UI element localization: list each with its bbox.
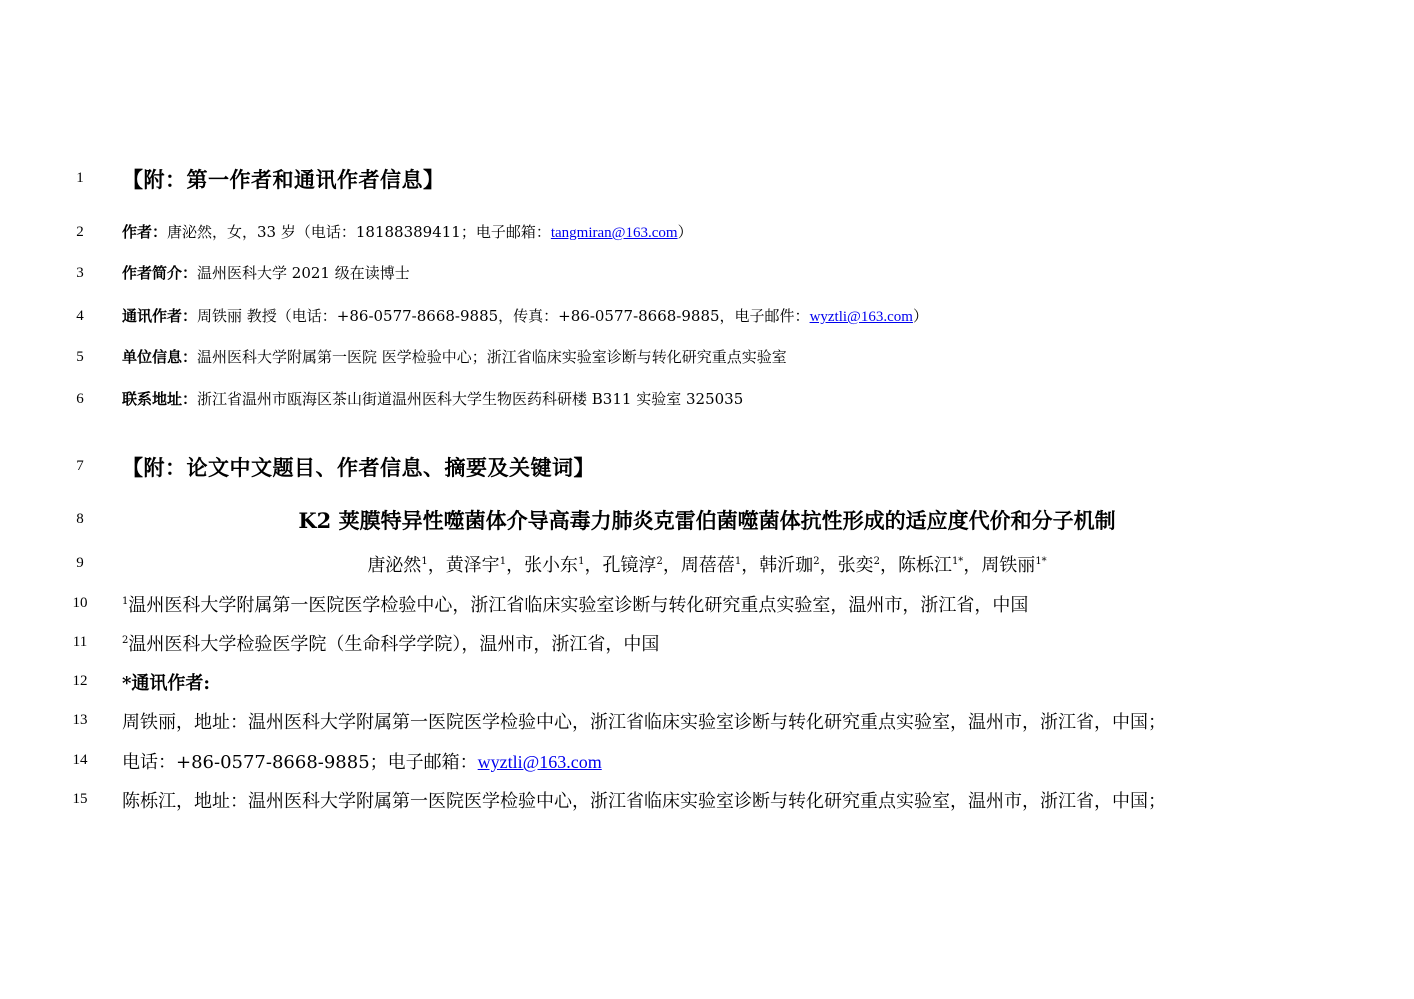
line-number: 13 <box>72 712 88 728</box>
corresponding-author-heading: *通讯作者: <box>122 673 211 694</box>
line-number: 6 <box>76 391 84 407</box>
author-name: 孔镜淳 <box>602 555 657 576</box>
addr-text: 浙江省温州市瓯海区茶山街道温州医科大学生物医药科研楼 B311 实验室 325035 <box>197 390 744 408</box>
author-separator: ， <box>819 555 838 576</box>
line-number: 11 <box>72 634 88 650</box>
corresponding-author-1-contact <box>122 748 602 774</box>
unit-info <box>122 346 787 367</box>
affiliation-text: 温州医科大学检验医学院（生命科学学院），温州市，浙江省，中国 <box>128 634 660 655</box>
line-number: 4 <box>76 308 84 324</box>
author-separator: ， <box>963 555 982 576</box>
author-separator: ， <box>741 555 760 576</box>
author-affiliation-mark: 2 <box>813 556 820 567</box>
corr-text: 周铁丽 教授（电话：+86-0577-8668-9885，传真：+86-0577-8668-9885，电子邮件： <box>197 307 810 325</box>
author-affiliation-mark: 1* <box>1035 556 1047 567</box>
author-label: 作者： <box>122 223 168 241</box>
author-affiliation-mark: 2 <box>656 556 663 567</box>
profile-text: 温州医科大学 2021 级在读博士 <box>197 264 410 282</box>
author-profile <box>122 262 410 283</box>
line-number: 2 <box>76 224 84 240</box>
line-number: 1 <box>76 170 84 186</box>
unit-label: 单位信息： <box>122 348 198 366</box>
line-number: 7 <box>76 458 84 474</box>
author-name: 张奕 <box>837 555 874 576</box>
corr-label: 通讯作者： <box>122 307 198 325</box>
author-name: 张小东 <box>524 555 579 576</box>
line-number: 10 <box>72 595 88 611</box>
author-name: 周蓓蓓 <box>680 555 735 576</box>
addr-label: 联系地址： <box>122 390 198 408</box>
affiliation-mark: 1 <box>122 596 129 607</box>
affiliation-1 <box>122 591 1028 617</box>
line-number: 15 <box>72 791 88 807</box>
author-affiliation-mark: 1 <box>421 556 428 567</box>
author-separator: ， <box>879 555 898 576</box>
contact-text: 电话：+86-0577-8668-9885；电子邮箱： <box>122 752 478 773</box>
affiliation-mark: 2 <box>122 635 129 646</box>
section-heading-paper: 【附：论文中文题目、作者信息、摘要及关键词】 <box>122 455 595 480</box>
corr-email-link[interactable]: wyztli@163.com <box>809 309 913 325</box>
contact-email-link[interactable]: wyztli@163.com <box>477 752 602 772</box>
line-number: 8 <box>76 511 84 527</box>
line-number: 12 <box>72 673 88 689</box>
author-affiliation-mark: 1 <box>734 556 742 567</box>
corresponding-author-info <box>122 305 928 326</box>
corr-end: ） <box>912 307 928 325</box>
author-name: 韩沂珈 <box>759 555 814 576</box>
author-info <box>122 221 693 242</box>
line-number: 3 <box>76 265 84 281</box>
corresponding-author-1-address: 周铁丽，地址：温州医科大学附属第一医院医学检验中心，浙江省临床实验室诊断与转化研究重点实验室，温州市，浙江省，中国； <box>122 712 1166 733</box>
author-affiliation-mark: 1 <box>499 556 507 567</box>
corresponding-author-2-address: 陈栎江，地址：温州医科大学附属第一医院医学检验中心，浙江省临床实验室诊断与转化研究重点实验室，温州市，浙江省，中国； <box>122 791 1166 812</box>
author-name: 黄泽宇 <box>445 555 500 576</box>
author-separator: ， <box>584 555 603 576</box>
author-affiliation-mark: 1* <box>951 556 964 567</box>
author-separator: ， <box>662 555 681 576</box>
affiliation-text: 温州医科大学附属第一医院医学检验中心，浙江省临床实验室诊断与转化研究重点实验室，温州市，浙江省，中国 <box>128 595 1029 616</box>
unit-text: 温州医科大学附属第一医院 医学检验中心；浙江省临床实验室诊断与转化研究重点实验室 <box>197 348 787 366</box>
author-name: 陈栎江 <box>897 555 952 576</box>
line-number: 14 <box>72 752 88 768</box>
line-number: 5 <box>76 349 84 365</box>
author-name: 周铁丽 <box>981 555 1036 576</box>
author-email-link[interactable]: tangmiran@163.com <box>550 225 678 241</box>
affiliation-2 <box>122 630 659 656</box>
author-affiliation-mark: 2 <box>873 556 880 567</box>
section-heading-first-author: 【附：第一作者和通讯作者信息】 <box>122 167 445 192</box>
profile-label: 作者简介： <box>122 264 198 282</box>
author-end: ） <box>677 223 693 241</box>
author-name: 唐泌然 <box>367 555 422 576</box>
author-text: 唐泌然，女，33 岁（电话：18188389411；电子邮箱： <box>167 223 551 241</box>
author-list <box>0 551 1414 577</box>
author-separator: ， <box>506 555 525 576</box>
author-affiliation-mark: 1 <box>578 556 585 567</box>
line-number: 9 <box>76 555 84 571</box>
paper-title: K2 荚膜特异性噬菌体介导高毒力肺炎克雷伯菌噬菌体抗性形成的适应度代价和分子机制 <box>298 508 1116 533</box>
contact-address <box>122 388 743 409</box>
author-separator: ， <box>427 555 446 576</box>
